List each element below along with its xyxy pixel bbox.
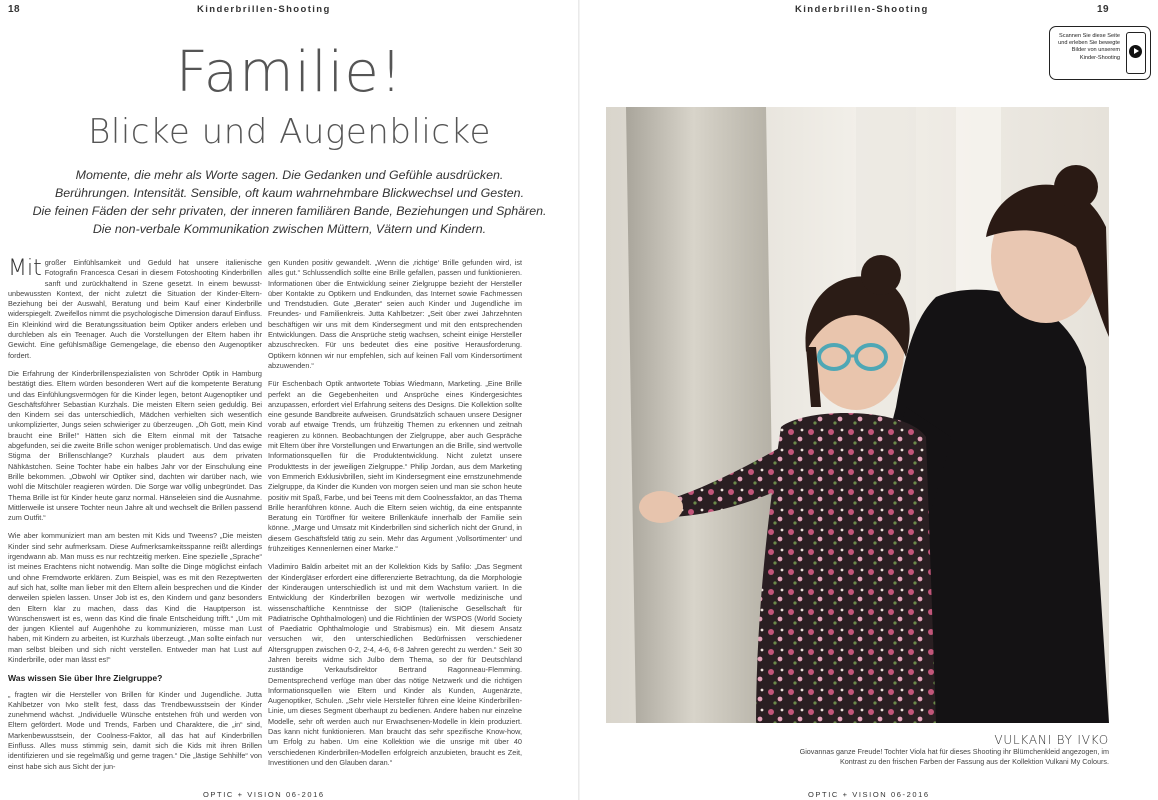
article-subtitle: Blicke und Augenblicke <box>88 112 491 152</box>
paragraph: Die Erfahrung der Kinderbrillenspezialisten von Schröder Optik in Hamburg bestätigt dies. Eltern würden besonderen Wert auf die kompetente Beratung und das Einfühlungsvermögen für die Kinder legen, betont Augenoptiker und Geschäftsführer Sebastian Kurzhals. Die meisten Eltern seien geduldig. Bei den Kindern sei das unterschiedlich, Mädchen verhielten sich wesentlich unkomplizierter, Jungs seien schwieriger zu überzeugen. „Oh Gott, mein Kind braucht eine Brille!“ Hätten sich die Eltern einmal mit der Tatsache abgefunden, sei die zweite Brille schon weniger problematisch. Und das ewige Stigma der Brillenschlange? Kurzhals plaudert aus dem privaten Nähkästchen. Seine Tochter habe ein halbes Jahr vor der Einschulung eine Brille bekommen. „Obwohl wir Optiker sind, dachten wir darüber nach, wie wohl die Mitschüler reagieren würden. Die Sorge war völlig unbegründet. Das Thema Brille ist für Kinder heute ganz normal. Hänseleien sind die Ausnahme. Mittlerweile ist unsere Tochter neun Jahre alt und wechselt die Brillen passend zum Outfit.“ <box>8 368 262 523</box>
running-head-right: Kinderbrillen-Shooting <box>795 4 929 15</box>
paragraph: Vladimiro Baldin arbeitet mit an der Kollektion Kids by Safilo: „Das Segment der Kindergläser erfordert eine differenzierte Betrachtung, da die Morphologie der Kinderaugen unterschiedlich ist und mit dem Wachstum variiert. In die Entwicklung der Kinderbrillen bezogen wir wertvolle medizinische und wissenschaftliche Kenntnisse der SIOP (Italienische Gesellschaft für Pädiatrische Ophthalmologen) und die Richtlinien der WSPOS (World Society of Paediatric Ophthalmologie und Strabismus) ein. Mit diesem Ansatz versuchen wir, den unterschiedlichen Bedürfnissen verschiedener Altersgruppen zwischen 0-2, 2-4, 4-6, 6-8 Jahren gerecht zu werden.“ Seit 30 Jahren bereits widme sich Julbo dem Thema, so der für Deutschland zuständige Verkaufsdirektor Bertrand Ragonneau-Flemming. Dementsprechend verfüge man über das nötige Netzwerk und die richtigen Informationsquellen wie Eltern und Kinder als Kunden, Augenärzte, Augenoptiker, Schulen. „Sehr viele Hersteller führen eine kleine Kinderbrillen-Linie, um dieses Segment überhaupt zu bedienen. Andere haben nur einzelne Modelle, sehr oft werden auch nur Erwachsenen-Modelle in klein produziert. Das kann nicht funktionieren. Man braucht das sehr spezifische Know-how, um Erfolg zu haben. Um eine Kollektion wie die unsrige mit über 40 verschiedenen Kinderbrillen-Modellen erfolgreich anzubieten, braucht es Zeit, Investitionen und den Glauben daran.“ <box>268 562 522 767</box>
text-column-2 <box>268 258 522 776</box>
paragraph: Mit großer Einfühlsamkeit und Geduld hat unsere italienische Fotografin Francesca Cesari in diesem Fotoshooting Kinderbrillen sanft und zurückhaltend in Szene gesetzt. In einem bewusst-unbewussten Kontext, der nicht zuletzt die Situation der Kinder-Eltern-Beziehung bei der Auswahl, Beratung und beim Kauf einer Kinderbrille widerspiegelt. Zweifellos nimmt die psychologische Dimension darauf Einfluss. Ein Kleinkind wird die Beratungssituation beim Optiker anders erleben und durchleben als ein Teenager. Auch die Vorstellungen der Eltern haben ihr Gewicht. Eine gefühlsmäßige Gemengelage, die ebenso den Augenoptiker fordert. <box>8 256 262 360</box>
paragraph: gen Kunden positiv gewandelt. „Wenn die ‚richtige‘ Brille gefunden wird, ist alles gut.“ Schlussendlich sollte eine Brille gefallen, passen und funktionieren. Informationen über die Entwicklung seiner Zielgruppe bezieht der Hersteller über Kontakte zu Optikern und Endkunden, das Internet sowie Fachmessen und Trendstudien. Gute „Berater“ seien auch Kinder und Jugendliche im Freundes- und Familienkreis. Jutta Kahlbetzer: „Seit über zwei Jahrzehnten beschäftigen wir uns mit dem Kindersegment und mit den entsprechenden Entwicklungen. Dass die Ansprüche stetig wachsen, scheint einige Hersteller abzuschrecken. Für uns bedeutet dies eine positive Herausforderung. Optikern können wir nur empfehlen, sich auf keinen Fall vom Kindersortiment abzuwenden.“ <box>268 258 522 370</box>
right-page <box>579 0 1158 800</box>
paragraph: Für Eschenbach Optik antwortete Tobias Wiedmann, Marketing. „Eine Brille perfekt an die Gegebenheiten und Ansprüche eines Kindergesichtes anzupassen, erfordert viel Erfahrung seitens des Designs. Die Kollektion sollte eine gesunde Bandbreite aufweisen. Grundsätzlich schauen unsere Designer vorab auf etwaige Trends, um frühzeitig Themen zu erkennen und zeitnah reagieren zu können. Beobachtungen der Zielgruppe, aber auch Gespräche mit Eltern über ihre Vorstellungen und Erwartungen an die Brille, sind wertvolle Informationsquellen für die Produktentwicklung. Nicht zuletzt unsere Produkttests in der jeweiligen Zielgruppe.“ Philip Jordan, aus dem Marketing von Emmerich Exklusivbrillen, sieht im Kindersegment eine ernstzunehmende Zielgruppe, da Kinder die Kunden von morgen seien und man sie schon heute positiv mit Spaß, Farbe, und bei Teens mit dem Coolnessfaktor, an das Thema Brille heranführen könne. Auch die Eltern seien wichtig, da eine entspannte Beratung ein Türöffner für weitere Brillenkäufe innerhalb der Familie sein könne. „Marge und Umsatz mit Kinderbrillen sind sicherlich nicht der Grund, in diesem Geschäftsfeld tätig zu sein. Mehr das Argument ‚Vollsortimenter‘ und frühzeitiges Kennenlernen einer Marke.“ <box>268 379 522 554</box>
lead-line: Die feinen Fäden der sehr privaten, der inneren familiären Bande, Beziehungen und Sphären. <box>32 204 547 218</box>
photo-caption: Giovannas ganze Freude! Tochter Viola hat für dieses Shooting ihr Blümchenkleid angezogen, im Kontrast zu den frischen Farben der Fassung aus der Kollektion Vulkani My Colours. <box>799 747 1109 766</box>
text-column-1 <box>8 258 262 780</box>
photo-illustration <box>606 107 1109 723</box>
section-subhead: Was wissen Sie über Ihre Zielgruppe? <box>8 673 163 684</box>
phone-play-icon <box>1126 32 1146 74</box>
scan-box-text: Scannen Sie diese Seite und erleben Sie bewegte Bilder von unserem Kinder-Shooting <box>1058 33 1120 61</box>
page-number-left: 18 <box>8 4 21 15</box>
lead-line: Die non-verbale Kommunikation zwischen Müttern, Vätern und Kindern. <box>92 222 487 236</box>
lead-line: Berührungen. Intensität. Sensible, oft kaum wahrnehmbare Blickwechsel und Gesten. <box>54 186 525 200</box>
article-title: Familie! <box>175 40 404 105</box>
photo-mother-daughter <box>606 107 1109 723</box>
page-number-right: 19 <box>1097 4 1110 15</box>
running-head-left: Kinderbrillen-Shooting <box>197 4 331 15</box>
paragraph: „ fragten wir die Hersteller von Brillen für Kinder und Jugendliche. Jutta Kahlbetzer von Ivko stellt fest, dass das Trendbewusstsein der Kinder zunehmend wächst. „Individuelle Wünsche entstehen früh und werden von Eltern gefördert. Mode und Trends, Farben und Charaktere, die „in“ sind, Markenbewusstsein, der Coolness-Faktor, all das hat auf Kinderbrillen Einfluss. Alles muss stimmig sein, damit sich die Kids mit ihren Brillen identifizieren und sie regelmäßig und gerne tragen.“ Die „lästige Sehhilfe“ von einst habe sich aus Sicht der jun- <box>8 689 262 771</box>
lead-line: Momente, die mehr als Worte sagen. Die Gedanken und Gefühle ausdrücken. <box>75 168 504 182</box>
footer-left: OPTIC + VISION 06-2016 <box>203 790 325 799</box>
footer-right: OPTIC + VISION 06-2016 <box>808 790 930 799</box>
scan-box[interactable] <box>1049 26 1151 80</box>
caption-title: VULKANI BY IVKO <box>994 733 1109 747</box>
play-icon <box>1129 45 1142 58</box>
lead-text <box>20 166 559 238</box>
paragraph: Wie aber kommuniziert man am besten mit Kids und Tweens? „Die meisten Kinder sind sehr aufmerksam. Diese Aufmerksamkeitsspanne reißt allerdings irgendwann ab. Man muss es nur rechtzeitig merken. Eine spezielle „Sprache“ ist meines Erachtens nicht notwendig. Man sollte die Dinge möglichst einfach und ohne Fremdworte erklären. Zum Beispiel, was es mit den Rezeptwerten auf sich hat, sollte man lieber mit den Eltern allein besprechen und die Kinder derweilen spielen lassen. Unser Job ist es, den Kindern und ganz besonders den Eltern klar zu machen, dass das Kind die Hauptperson ist. Wünschenswert ist es, wenn das Kind die finale Entscheidung trifft.“ „Um mit der jungen Klientel auf Augenhöhe zu kommunizieren, müsse man Lust haben, mit Kindern zu arbeiten, ist Kurzhals überzeugt. „Man sollte einfach nur man selbst bleiben und sich nicht verstellen. Entweder man hat Lust auf Kinderbrille, oder man lässt es!“ <box>8 531 262 664</box>
drop-cap: Mit <box>8 256 42 281</box>
